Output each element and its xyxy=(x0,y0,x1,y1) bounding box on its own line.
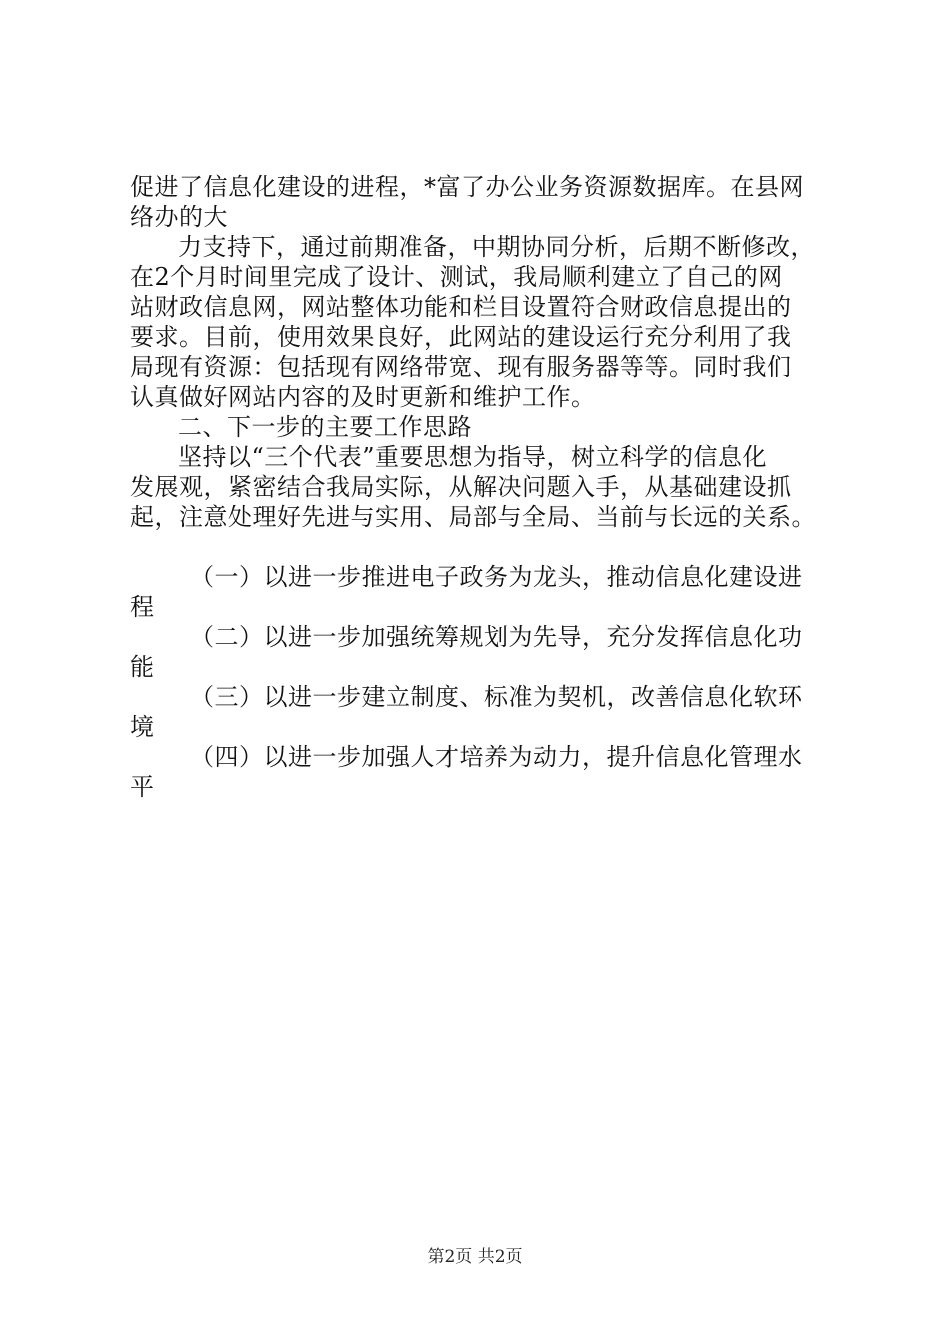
body-line: 在2个月时间里完成了设计、测试，我局顺利建立了自己的网 xyxy=(130,263,783,291)
list-item-text: （二）以进一步加强统筹规划为先导，充分发挥信息化功 xyxy=(190,623,803,651)
document-body xyxy=(130,172,848,802)
page-footer: 第2页 共2页 xyxy=(427,1247,523,1267)
body-line: 站财政信息网，网站整体功能和栏目设置符合财政信息提出的 xyxy=(130,293,792,321)
list-item xyxy=(130,562,848,622)
list-item-wrap: 程 xyxy=(130,593,155,621)
list-item-text: （四）以进一步加强人才培养为动力，提升信息化管理水 xyxy=(190,743,803,771)
list-item-text: （一）以进一步推进电子政务为龙头，推动信息化建设进 xyxy=(190,563,803,591)
list-item xyxy=(130,622,848,682)
body-line: 促进了信息化建设的进程，*富了办公业务资源数据库。在县网 xyxy=(130,173,804,201)
body-line: 发展观，紧密结合我局实际，从解决问题入手，从基础建设抓 xyxy=(130,473,792,501)
list-item-wrap: 能 xyxy=(130,653,155,681)
body-line: 要求。目前，使用效果良好，此网站的建设运行充分利用了我 xyxy=(130,323,792,351)
list-item-wrap: 境 xyxy=(130,713,155,741)
list-item xyxy=(130,682,848,742)
body-line: 力支持下，通过前期准备，中期协同分析，后期不断修改， xyxy=(178,233,815,261)
body-line: 起，注意处理好先进与实用、局部与全局、当前与长远的关系。 xyxy=(130,503,816,531)
body-line: 络办的大 xyxy=(130,203,228,231)
list-item xyxy=(130,742,848,802)
body-line: 坚持以“三个代表”重要思想为指导，树立科学的信息化 xyxy=(178,443,768,471)
list-item-text: （三）以进一步建立制度、标准为契机，改善信息化软环 xyxy=(190,683,803,711)
body-line: 认真做好网站内容的及时更新和维护工作。 xyxy=(130,383,596,411)
body-line: 局现有资源：包括现有网络带宽、现有服务器等等。同时我们 xyxy=(130,353,792,381)
section-heading: 二、下一步的主要工作思路 xyxy=(178,413,472,441)
paragraph-gap xyxy=(130,532,848,562)
list-item-wrap: 平 xyxy=(130,773,155,801)
